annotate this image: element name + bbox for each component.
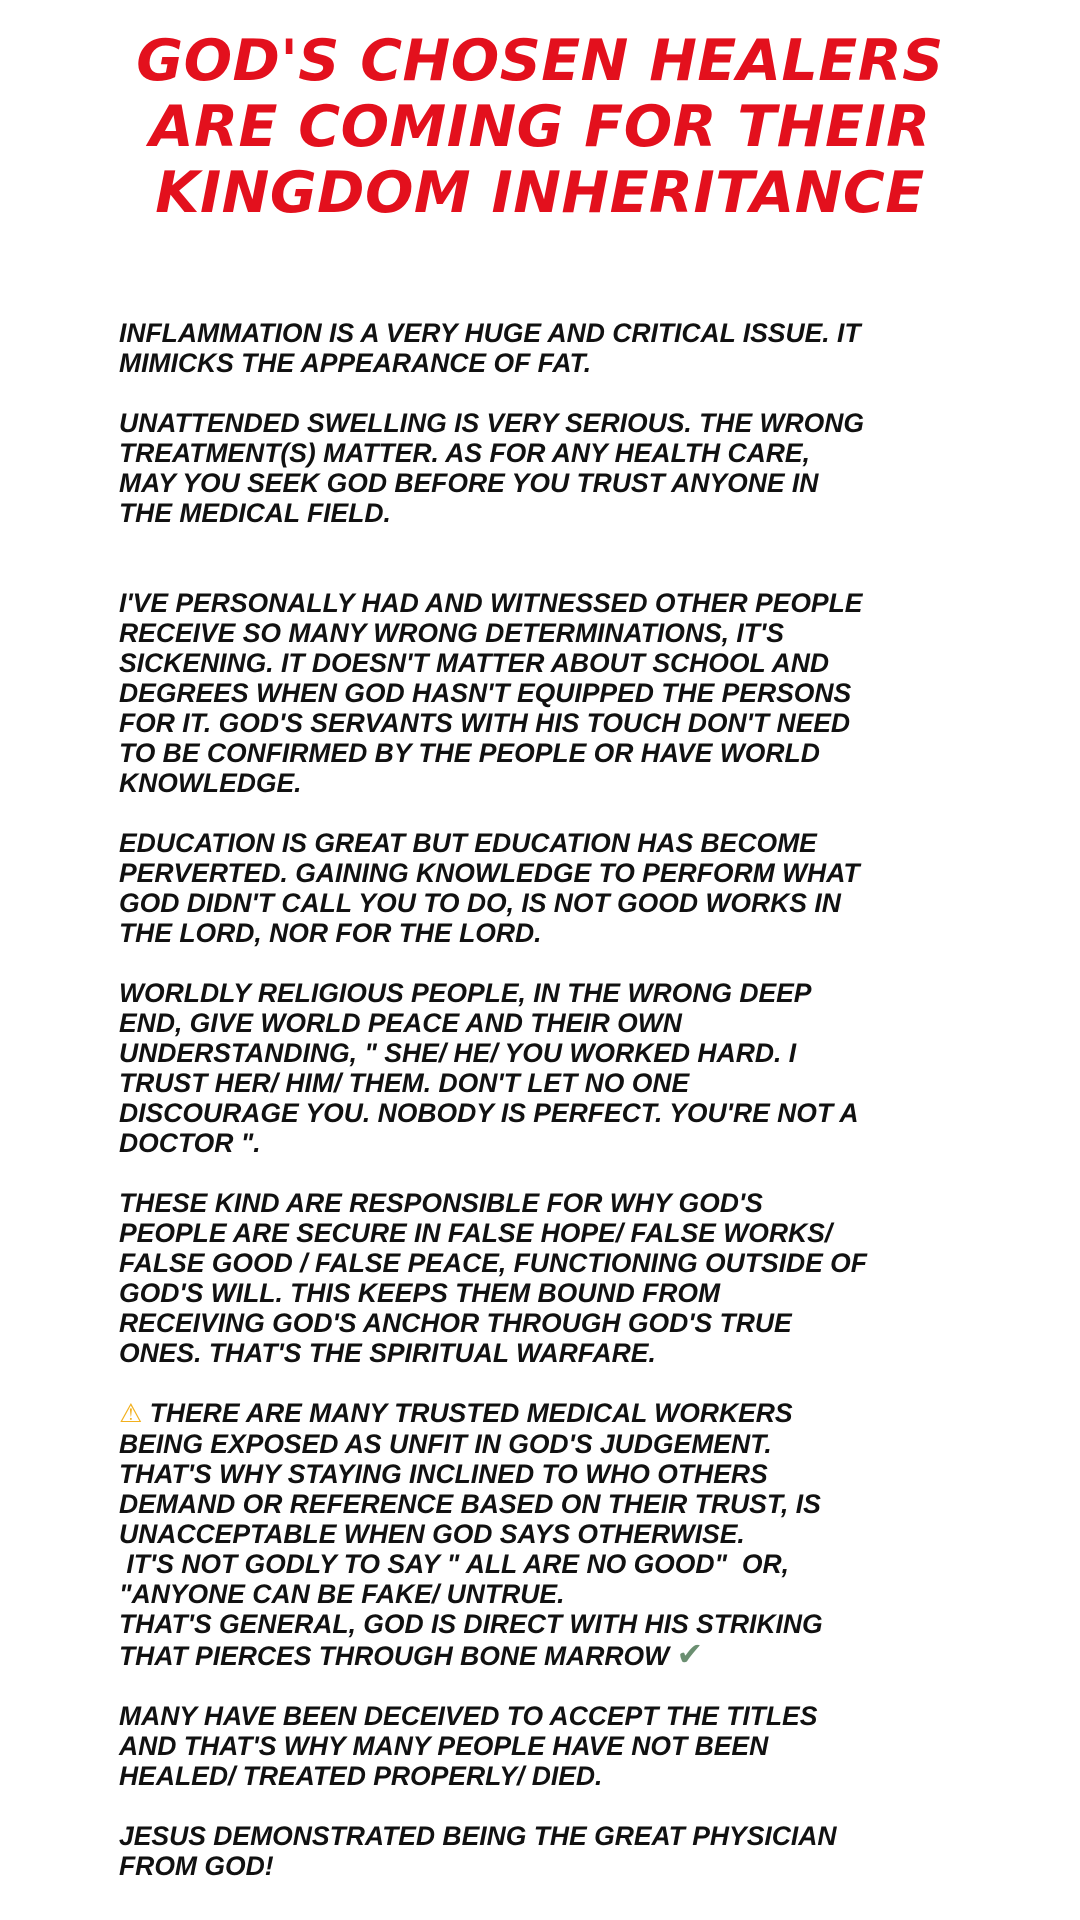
paragraph-swelling [119, 408, 979, 528]
text-line [119, 1635, 979, 1673]
text-line: TO BE CONFIRMED BY THE PEOPLE OR HAVE WORLD [119, 738, 820, 768]
text-line: GOD DIDN'T CALL YOU TO DO, IS NOT GOOD WORKS IN [119, 888, 841, 918]
text-line: END, GIVE WORLD PEACE AND THEIR OWN [119, 1008, 682, 1038]
paragraph-spacer [119, 1791, 979, 1821]
text-line: DEMAND OR REFERENCE BASED ON THEIR TRUST, IS [119, 1489, 821, 1519]
text-line: FALSE GOOD / FALSE PEACE, FUNCTIONING OUTSIDE OF [119, 1248, 867, 1278]
text-line: INFLAMMATION IS A VERY HUGE AND CRITICAL ISSUE. IT [119, 318, 861, 348]
text-line: FOR IT. GOD'S SERVANTS WITH HIS TOUCH DON'T NEED [119, 708, 851, 738]
warning-icon: ⚠ [119, 1399, 143, 1429]
text-line: THE LORD, NOR FOR THE LORD. [119, 918, 542, 948]
text-segment: THAT PIERCES THROUGH BONE MARROW [119, 1641, 677, 1671]
text-line: WORLDLY RELIGIOUS PEOPLE, IN THE WRONG DEEP [119, 978, 812, 1008]
text-line: MIMICKS THE APPEARANCE OF FAT. [119, 348, 592, 378]
text-line: THESE KIND ARE RESPONSIBLE FOR WHY GOD'S [119, 1188, 763, 1218]
paragraph-personal-experience [119, 588, 979, 798]
text-line [119, 1398, 979, 1429]
text-line: DOCTOR ". [119, 1128, 261, 1158]
paragraph-spacer [119, 798, 979, 828]
text-line: PEOPLE ARE SECURE IN FALSE HOPE/ FALSE WORKS/ [119, 1218, 833, 1248]
text-line: PERVERTED. GAINING KNOWLEDGE TO PERFORM WHAT [119, 858, 860, 888]
paragraph-spacer [119, 948, 979, 978]
text-line: THAT'S GENERAL, GOD IS DIRECT WITH HIS STRIKING [119, 1609, 823, 1639]
text-line: EDUCATION IS GREAT BUT EDUCATION HAS BECOME [119, 828, 817, 858]
text-line: FROM GOD! [119, 1851, 274, 1881]
text-line: THAT'S WHY STAYING INCLINED TO WHO OTHERS [119, 1459, 768, 1489]
text-line: SICKENING. IT DOESN'T MATTER ABOUT SCHOOL AND [119, 648, 830, 678]
check-icon: ✔ [676, 1635, 704, 1673]
paragraph-education [119, 828, 979, 948]
text-line: AND THAT'S WHY MANY PEOPLE HAVE NOT BEEN [119, 1731, 769, 1761]
text-line: RECEIVE SO MANY WRONG DETERMINATIONS, IT'S [119, 618, 784, 648]
text-line: ONES. THAT'S THE SPIRITUAL WARFARE. [119, 1338, 656, 1368]
paragraph-spacer [119, 378, 979, 408]
paragraph-inflammation [119, 318, 979, 378]
paragraph-worldly-religious [119, 978, 979, 1158]
text-line: UNACCEPTABLE WHEN GOD SAYS OTHERWISE. [119, 1519, 745, 1549]
title-line: GOD'S CHOSEN HEALERS [136, 28, 944, 94]
paragraph-spacer [119, 1368, 979, 1398]
text-line: I'VE PERSONALLY HAD AND WITNESSED OTHER PEOPLE [119, 588, 863, 618]
paragraph-deceived [119, 1701, 979, 1791]
text-line: IT'S NOT GODLY TO SAY " ALL ARE NO GOOD" OR, [119, 1549, 789, 1579]
paragraph-spacer [119, 1158, 979, 1188]
text-line: UNATTENDED SWELLING IS VERY SERIOUS. THE WRONG [119, 408, 865, 438]
text-line: "ANYONE CAN BE FAKE/ UNTRUE. [119, 1579, 565, 1609]
text-line: UNDERSTANDING, " SHE/ HE/ YOU WORKED HARD. I [119, 1038, 797, 1068]
text-line: TREATMENT(S) MATTER. AS FOR ANY HEALTH CARE, [119, 438, 810, 468]
text-line: MANY HAVE BEEN DECEIVED TO ACCEPT THE TITLES [119, 1701, 818, 1731]
text-line: DEGREES WHEN GOD HASN'T EQUIPPED THE PERSONS [119, 678, 852, 708]
text-line: KNOWLEDGE. [119, 768, 302, 798]
paragraph-spacer [119, 1671, 979, 1701]
text-line: JESUS DEMONSTRATED BEING THE GREAT PHYSICIAN [119, 1821, 837, 1851]
paragraph-false-hope [119, 1188, 979, 1368]
title-line: KINGDOM INHERITANCE [155, 160, 925, 226]
text-line: THE MEDICAL FIELD. [119, 498, 391, 528]
text-line: RECEIVING GOD'S ANCHOR THROUGH GOD'S TRUE [119, 1308, 792, 1338]
text-line: DISCOURAGE YOU. NOBODY IS PERFECT. YOU'RE NOT A [119, 1098, 859, 1128]
page-title [60, 28, 1020, 226]
text-line: BEING EXPOSED AS UNFIT IN GOD'S JUDGEMENT. [119, 1429, 772, 1459]
title-line: ARE COMING FOR THEIR [149, 94, 931, 160]
text-line: TRUST HER/ HIM/ THEM. DON'T LET NO ONE [119, 1068, 690, 1098]
paragraph-spacer [119, 528, 979, 588]
text-segment: THERE ARE MANY TRUSTED MEDICAL WORKERS [142, 1398, 793, 1428]
text-line: MAY YOU SEEK GOD BEFORE YOU TRUST ANYONE IN [119, 468, 819, 498]
text-line: HEALED/ TREATED PROPERLY/ DIED. [119, 1761, 603, 1791]
paragraph-great-physician [119, 1821, 979, 1881]
post-body [119, 318, 979, 1881]
paragraph-medical-workers [119, 1398, 979, 1671]
text-line: GOD'S WILL. THIS KEEPS THEM BOUND FROM [119, 1278, 721, 1308]
